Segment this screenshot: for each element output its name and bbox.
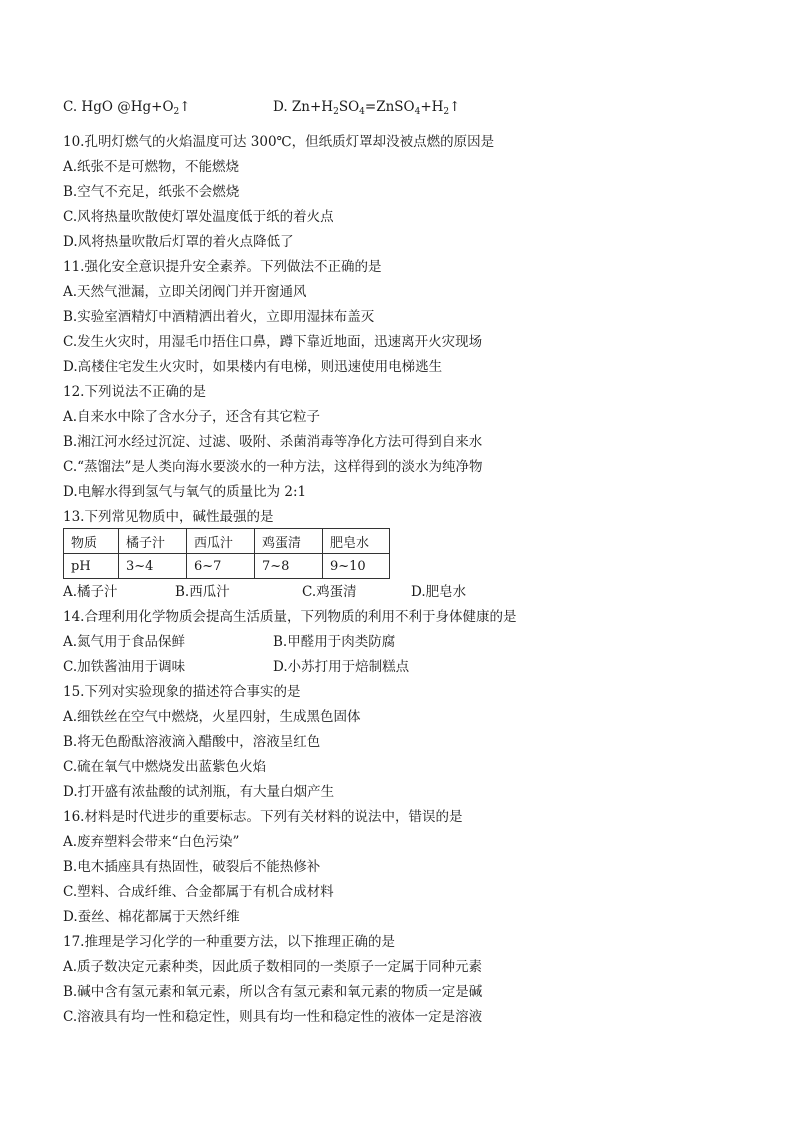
q17-option-a: A.质子数决定元素种类，因此质子数相同的一类原子一定属于同种元素: [63, 959, 483, 975]
q12-option-d: D.电解水得到氢气与氧气的质量比为 2:1: [63, 484, 307, 500]
table-cell: 橘子汁: [119, 529, 187, 554]
q14-stem: 14.合理利用化学物质会提高生活质量，下列物质的利用不利于身体健康的是: [63, 609, 517, 625]
q15-option-b: B.将无色酚酞溶液滴入醋酸中，溶液呈红色: [63, 734, 321, 750]
ph-table: [63, 528, 390, 579]
q15-option-c: C.硫在氧气中燃烧发出蓝紫色火焰: [63, 759, 267, 775]
table-cell: 9~10: [323, 554, 390, 579]
table-cell: pH: [64, 554, 119, 579]
q16-option-c: C.塑料、合成纤维、合金都属于有机合成材料: [63, 884, 334, 900]
q14-option-c: C.加铁酱油用于调味: [63, 659, 186, 675]
table-row: [64, 529, 390, 554]
q9-option-c: C. HgO $@Hg+O_2↑$: [63, 99, 191, 117]
q11-option-b: B.实验室酒精灯中酒精洒出着火，立即用湿抹布盖灭: [63, 309, 375, 325]
q12-option-a: A.自来水中除了含水分子，还含有其它粒子: [63, 409, 321, 425]
table-cell: 肥皂水: [323, 529, 390, 554]
q11-option-d: D.高楼住宅发生火灾时，如果楼内有电梯，则迅速使用电梯逃生: [63, 359, 443, 375]
table-cell: 西瓜汁: [187, 529, 255, 554]
table-cell: 物质: [64, 529, 119, 554]
table-cell: 7~8: [255, 554, 323, 579]
q9-option-d: D. $Zn+H_2SO_4=ZnSO_4+H_2↑$: [273, 99, 461, 117]
q14-option-a: A.氮气用于食品保鲜: [63, 634, 186, 650]
q16-option-b: B.电木插座具有热固性，破裂后不能热修补: [63, 859, 321, 875]
q12-option-b: B.湘江河水经过沉淀、过滤、吸附、杀菌消毒等净化方法可得到自来水: [63, 434, 483, 450]
q17-stem: 17.推理是学习化学的一种重要方法，以下推理正确的是: [63, 934, 395, 950]
q13-stem: 13.下列常见物质中，碱性最强的是: [63, 509, 274, 525]
table-cell: 鸡蛋清: [255, 529, 323, 554]
q16-option-a: A.废弃塑料会带来“白色污染”: [63, 834, 240, 850]
q11-option-c: C.发生火灾时，用湿毛巾捂住口鼻，蹲下靠近地面，迅速离开火灾现场: [63, 334, 483, 350]
q16-stem: 16.材料是时代进步的重要标志。下列有关材料的说法中，错误的是: [63, 809, 463, 825]
q13-option-c: C.鸡蛋清: [302, 584, 357, 600]
q11-option-a: A.天然气泄漏，立即关闭阀门并开窗通风: [63, 284, 307, 300]
q12-option-c: C.“蒸馏法”是人类向海水要淡水的一种方法，这样得到的淡水为纯净物: [63, 459, 483, 475]
q12-stem: 12.下列说法不正确的是: [63, 384, 206, 400]
table-cell: 6~7: [187, 554, 255, 579]
table-cell: 3~4: [119, 554, 187, 579]
q14-option-b: B.甲醛用于肉类防腐: [273, 634, 396, 650]
q10-option-b: B.空气不充足，纸张不会燃烧: [63, 184, 240, 200]
q10-option-d: D.风将热量吹散后灯罩的着火点降低了: [63, 234, 294, 250]
q17-option-c: C.溶液具有均一性和稳定性，则具有均一性和稳定性的液体一定是溶液: [63, 1009, 483, 1025]
q13-option-d: D.肥皂水: [411, 584, 467, 600]
q15-option-a: A.细铁丝在空气中燃烧，火星四射，生成黑色固体: [63, 709, 361, 725]
q17-option-b: B.碱中含有氢元素和氧元素，所以含有氢元素和氧元素的物质一定是碱: [63, 984, 483, 1000]
q13-option-b: B.西瓜汁: [175, 584, 230, 600]
q14-option-d: D.小苏打用于焙制糕点: [273, 659, 410, 675]
q10-stem: 10.孔明灯燃气的火焰温度可达 300℃，但纸质灯罩却没被点燃的原因是: [63, 134, 495, 150]
q16-option-d: D.蚕丝、棉花都属于天然纤维: [63, 909, 240, 925]
q10-option-c: C.风将热量吹散使灯罩处温度低于纸的着火点: [63, 209, 334, 225]
q15-option-d: D.打开盛有浓盐酸的试剂瓶，有大量白烟产生: [63, 784, 335, 800]
table-row: [64, 554, 390, 579]
q10-option-a: A.纸张不是可燃物，不能燃烧: [63, 159, 240, 175]
q11-stem: 11.强化安全意识提升安全素养。下列做法不正确的是: [63, 259, 382, 275]
q13-option-a: A.橘子汁: [63, 584, 118, 600]
q15-stem: 15.下列对实验现象的描述符合事实的是: [63, 684, 301, 700]
